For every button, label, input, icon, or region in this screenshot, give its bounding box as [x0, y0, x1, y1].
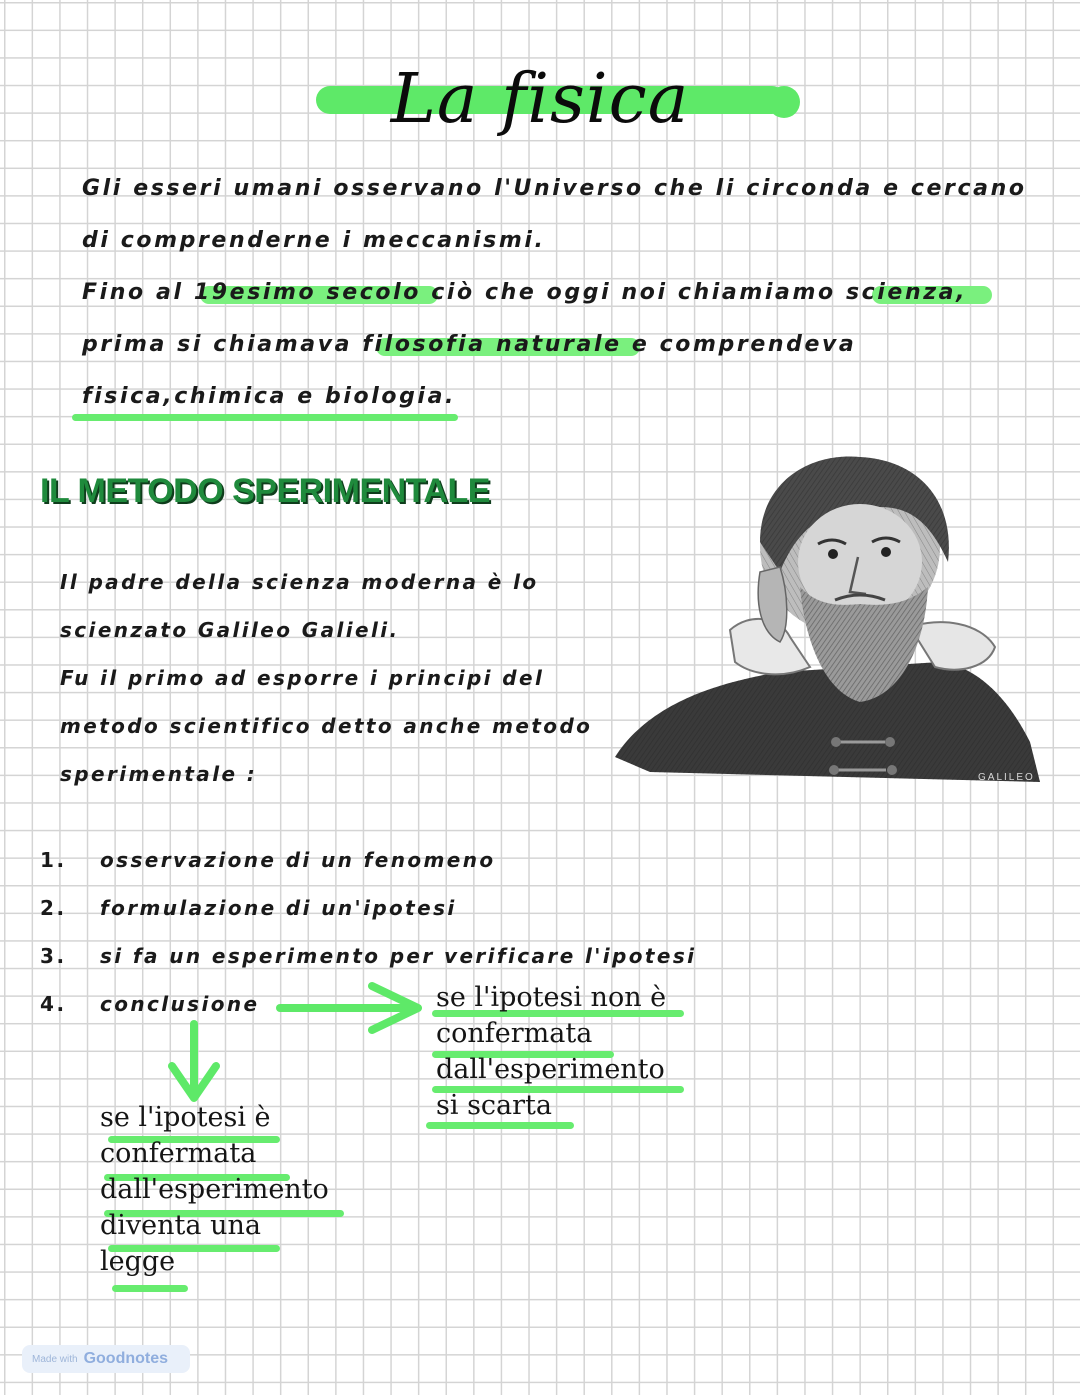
intro-line-3 — [82, 280, 967, 305]
outcome-confirmed-line-2: confermata — [100, 1138, 257, 1169]
outcome-confirmed-line-4: diventa una — [100, 1210, 261, 1241]
galileo-line-4: metodo scientifico detto anche metodo — [60, 714, 593, 738]
arrow-right-icon — [276, 980, 426, 1036]
outcome-confirmed-line-3: dall'esperimento — [100, 1174, 329, 1205]
step-number-3: 3. — [40, 944, 67, 968]
made-with-goodnotes-badge[interactable] — [22, 1345, 190, 1373]
underline-confirmed-5 — [112, 1285, 188, 1292]
intro-line-5: fisica,chimica e biologia. — [82, 384, 456, 409]
intro-19esimo-secolo: 19esimo secolo — [193, 280, 421, 305]
page-title: La fisica — [390, 60, 690, 139]
intro-scienza: scienza, — [845, 280, 968, 305]
step-number-2: 2. — [40, 896, 67, 920]
step-number-1: 1. — [40, 848, 67, 872]
outcome-rejected-line-4: si scarta — [436, 1090, 553, 1121]
outcome-confirmed-line-1: se l'ipotesi è — [100, 1102, 271, 1133]
made-with-label: Made with — [32, 1353, 78, 1365]
step-text-2: formulazione di un'ipotesi — [100, 896, 457, 920]
galileo-line-5: sperimentale : — [60, 762, 258, 786]
arrow-down-icon — [166, 1020, 222, 1104]
outcome-rejected-line-3: dall'esperimento — [436, 1054, 665, 1085]
galileo-portrait — [610, 452, 1050, 797]
galileo-line-3: Fu il primo ad esporre i principi del — [60, 666, 545, 690]
intro-line-2: di comprenderne i meccanismi. — [82, 228, 546, 253]
intro-line-3-start: Fino al — [82, 280, 194, 305]
intro-line-4 — [82, 332, 856, 357]
outcome-rejected-line-1: se l'ipotesi non è — [436, 982, 667, 1013]
outcome-confirmed-line-5: legge — [100, 1246, 176, 1277]
intro-line-4-end: e comprendeva — [621, 332, 857, 357]
goodnotes-logo: Goodnotes — [83, 1350, 169, 1367]
intro-line-3-mid: ciò che oggi noi chiamiamo — [420, 280, 846, 305]
underline-fisica-chimica — [72, 414, 458, 421]
galileo-line-1: Il padre della scienza moderna è lo — [60, 570, 539, 594]
intro-filosofia-naturale: filosofia naturale — [362, 332, 622, 357]
step-text-4: conclusione — [100, 992, 260, 1016]
outcome-rejected-line-2: confermata — [436, 1018, 593, 1049]
step-text-3: si fa un esperimento per verificare l'ipotesi — [100, 944, 697, 968]
portrait-caption: GALILEO — [978, 772, 1035, 783]
intro-line-1: Gli esseri umani osservano l'Universo che li circonda e cercano — [82, 176, 1027, 201]
step-text-1: osservazione di un fenomeno — [100, 848, 496, 872]
step-number-4: 4. — [40, 992, 67, 1016]
section-heading: IL METODO SPERIMENTALE — [40, 472, 490, 510]
galileo-line-2: scienzato Galileo Galieli. — [60, 618, 400, 642]
intro-line-4-start: prima si chiamava — [82, 332, 363, 357]
